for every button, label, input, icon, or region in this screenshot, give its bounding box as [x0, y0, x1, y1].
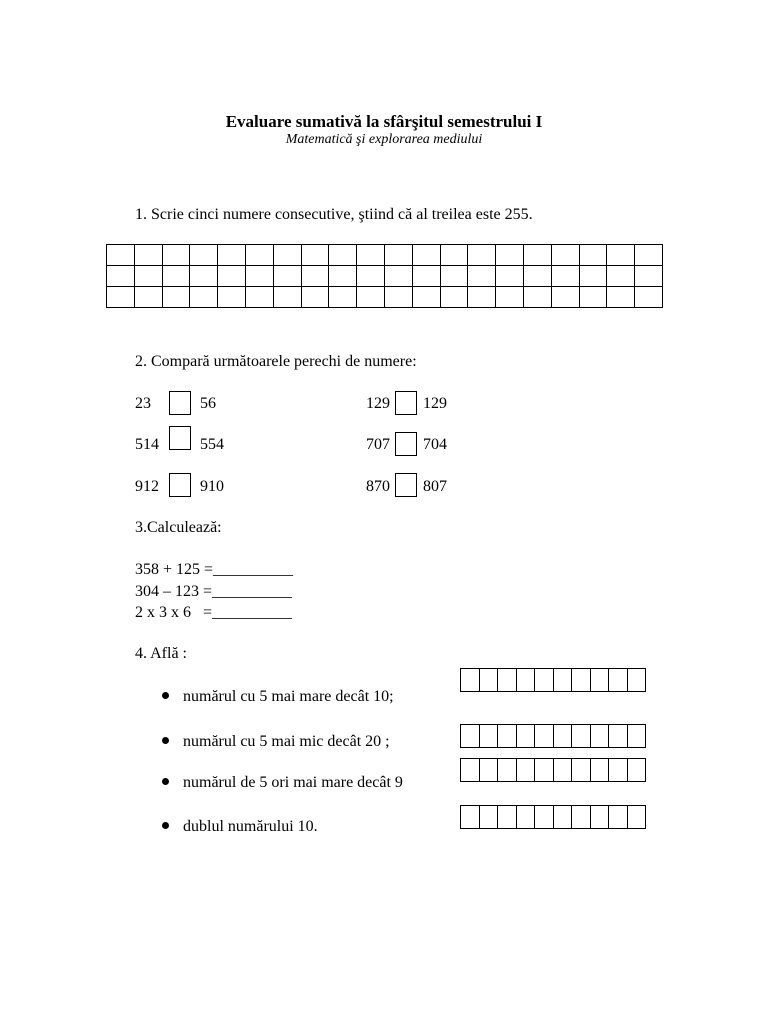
compare-left-number: 129	[366, 395, 390, 412]
grid-cell[interactable]	[218, 266, 246, 287]
answer-cell[interactable]	[535, 759, 554, 782]
grid-cell[interactable]	[579, 266, 607, 287]
grid-cell[interactable]	[134, 287, 162, 308]
grid-cell[interactable]	[607, 266, 635, 287]
compare-right-number: 129	[423, 395, 447, 412]
grid-cell[interactable]	[357, 245, 385, 266]
compare-left-number: 514	[135, 436, 159, 453]
compare-answer-box[interactable]	[169, 426, 191, 450]
compare-left-number: 23	[135, 395, 151, 412]
grid-cell[interactable]	[384, 287, 412, 308]
answer-cell[interactable]	[479, 806, 498, 829]
answer-cell[interactable]	[590, 806, 609, 829]
grid-cell[interactable]	[551, 266, 579, 287]
compare-answer-box[interactable]	[169, 391, 191, 415]
grid-cell[interactable]	[245, 245, 273, 266]
answer-cell[interactable]	[461, 725, 480, 748]
answer-cell[interactable]	[553, 759, 572, 782]
answer-cell[interactable]	[590, 759, 609, 782]
question-1-text: 1. Scrie cinci numere consecutive, ştiind că al treilea este 255.	[135, 206, 533, 223]
list-item-label: dublul numărului 10.	[183, 818, 318, 835]
grid-cell[interactable]	[384, 245, 412, 266]
grid-cell[interactable]	[551, 287, 579, 308]
answer-boxes-row[interactable]	[460, 668, 646, 692]
grid-cell[interactable]	[273, 266, 301, 287]
compare-answer-box[interactable]	[169, 473, 191, 497]
calculation-line[interactable]: 2 x 3 x 6 =__________	[135, 604, 293, 621]
grid-cell[interactable]	[273, 245, 301, 266]
question-4-text: 4. Află :	[135, 645, 187, 662]
grid-cell[interactable]	[468, 287, 496, 308]
grid-cell[interactable]	[551, 245, 579, 266]
answer-grid-q1[interactable]	[106, 244, 663, 308]
answer-cell[interactable]	[516, 725, 535, 748]
grid-cell[interactable]	[412, 245, 440, 266]
list-item	[162, 688, 394, 706]
grid-cell[interactable]	[496, 287, 524, 308]
grid-cell[interactable]	[301, 245, 329, 266]
question-2-text: 2. Compară următoarele perechi de numere:	[135, 353, 417, 370]
answer-cell[interactable]	[572, 806, 591, 829]
answer-cell[interactable]	[627, 669, 646, 692]
grid-cell[interactable]	[412, 287, 440, 308]
calculation-line[interactable]: 304 – 123 =__________	[135, 583, 293, 600]
grid-cell[interactable]	[245, 287, 273, 308]
grid-cell[interactable]	[190, 245, 218, 266]
grid-cell[interactable]	[162, 266, 190, 287]
grid-cell[interactable]	[329, 266, 357, 287]
compare-right-number: 704	[423, 436, 447, 453]
answer-cell[interactable]	[590, 725, 609, 748]
grid-cell[interactable]	[357, 266, 385, 287]
grid-cell[interactable]	[523, 266, 551, 287]
page-title: Evaluare sumativă la sfârşitul semestrului I	[225, 112, 543, 131]
answer-cell[interactable]	[516, 669, 535, 692]
answer-cell[interactable]	[516, 759, 535, 782]
calculation-line[interactable]: 358 + 125 =__________	[135, 561, 294, 578]
grid-cell[interactable]	[523, 287, 551, 308]
grid-cell[interactable]	[579, 287, 607, 308]
compare-right-number: 554	[200, 436, 224, 453]
answer-cell[interactable]	[535, 806, 554, 829]
answer-cell[interactable]	[572, 669, 591, 692]
bullet-icon	[162, 692, 169, 699]
compare-right-number: 56	[200, 395, 216, 412]
answer-cell[interactable]	[479, 759, 498, 782]
answer-cell[interactable]	[627, 759, 646, 782]
grid-cell[interactable]	[468, 245, 496, 266]
grid-cell[interactable]	[412, 266, 440, 287]
compare-right-number: 807	[423, 478, 447, 495]
grid-cell[interactable]	[607, 245, 635, 266]
answer-cell[interactable]	[461, 806, 480, 829]
answer-cell[interactable]	[498, 759, 517, 782]
answer-cell[interactable]	[553, 725, 572, 748]
grid-cell[interactable]	[635, 245, 663, 266]
grid-cell[interactable]	[218, 245, 246, 266]
list-item	[162, 818, 318, 836]
answer-cell[interactable]	[572, 759, 591, 782]
grid-cell[interactable]	[134, 266, 162, 287]
answer-cell[interactable]	[609, 725, 628, 748]
grid-cell[interactable]	[162, 287, 190, 308]
grid-cell[interactable]	[468, 266, 496, 287]
compare-right-number: 910	[200, 478, 224, 495]
grid-cell[interactable]	[496, 266, 524, 287]
answer-cell[interactable]	[498, 669, 517, 692]
grid-cell[interactable]	[329, 245, 357, 266]
grid-cell[interactable]	[635, 287, 663, 308]
answer-cell[interactable]	[479, 725, 498, 748]
answer-cell[interactable]	[535, 725, 554, 748]
grid-cell[interactable]	[579, 245, 607, 266]
answer-cell[interactable]	[609, 669, 628, 692]
answer-boxes-row[interactable]	[460, 805, 646, 829]
answer-cell[interactable]	[535, 669, 554, 692]
grid-cell[interactable]	[218, 287, 246, 308]
answer-cell[interactable]	[627, 806, 646, 829]
compare-answer-box[interactable]	[395, 432, 417, 456]
grid-cell[interactable]	[496, 245, 524, 266]
list-item-label: numărul cu 5 mai mare decât 10;	[183, 688, 394, 705]
grid-cell[interactable]	[273, 287, 301, 308]
grid-cell[interactable]	[440, 287, 468, 308]
list-item-label: numărul cu 5 mai mic decât 20 ;	[183, 733, 390, 750]
compare-answer-box[interactable]	[395, 391, 417, 415]
bullet-icon	[162, 822, 169, 829]
grid-cell[interactable]	[134, 245, 162, 266]
grid-cell[interactable]	[107, 287, 135, 308]
grid-cell[interactable]	[523, 245, 551, 266]
grid-cell[interactable]	[440, 245, 468, 266]
grid-cell[interactable]	[384, 266, 412, 287]
answer-cell[interactable]	[461, 759, 480, 782]
compare-left-number: 870	[366, 478, 390, 495]
answer-cell[interactable]	[461, 669, 480, 692]
answer-cell[interactable]	[609, 806, 628, 829]
grid-cell[interactable]	[190, 266, 218, 287]
grid-cell[interactable]	[162, 245, 190, 266]
answer-cell[interactable]	[627, 725, 646, 748]
answer-boxes-row[interactable]	[460, 724, 646, 748]
compare-left-number: 912	[135, 478, 159, 495]
answer-cell[interactable]	[498, 806, 517, 829]
grid-cell[interactable]	[301, 287, 329, 308]
answer-cell[interactable]	[609, 759, 628, 782]
answer-cell[interactable]	[572, 725, 591, 748]
list-item	[162, 774, 403, 792]
answer-cell[interactable]	[590, 669, 609, 692]
compare-answer-box[interactable]	[395, 473, 417, 497]
grid-cell[interactable]	[107, 266, 135, 287]
grid-cell[interactable]	[440, 266, 468, 287]
grid-cell[interactable]	[357, 287, 385, 308]
list-item	[162, 733, 390, 751]
question-3-text: 3.Calculează:	[135, 519, 222, 536]
list-item-label: numărul de 5 ori mai mare decât 9	[183, 774, 403, 791]
grid-cell[interactable]	[190, 287, 218, 308]
grid-cell[interactable]	[635, 266, 663, 287]
answer-boxes-row[interactable]	[460, 758, 646, 782]
grid-cell[interactable]	[301, 266, 329, 287]
bullet-icon	[162, 737, 169, 744]
bullet-icon	[162, 778, 169, 785]
answer-cell[interactable]	[498, 725, 517, 748]
grid-cell[interactable]	[107, 245, 135, 266]
grid-cell[interactable]	[607, 287, 635, 308]
page-subtitle: Matematică şi explorarea mediului	[285, 132, 483, 147]
answer-cell[interactable]	[553, 806, 572, 829]
grid-cell[interactable]	[329, 287, 357, 308]
answer-cell[interactable]	[516, 806, 535, 829]
compare-left-number: 707	[366, 436, 390, 453]
grid-cell[interactable]	[245, 266, 273, 287]
answer-cell[interactable]	[553, 669, 572, 692]
answer-cell[interactable]	[479, 669, 498, 692]
